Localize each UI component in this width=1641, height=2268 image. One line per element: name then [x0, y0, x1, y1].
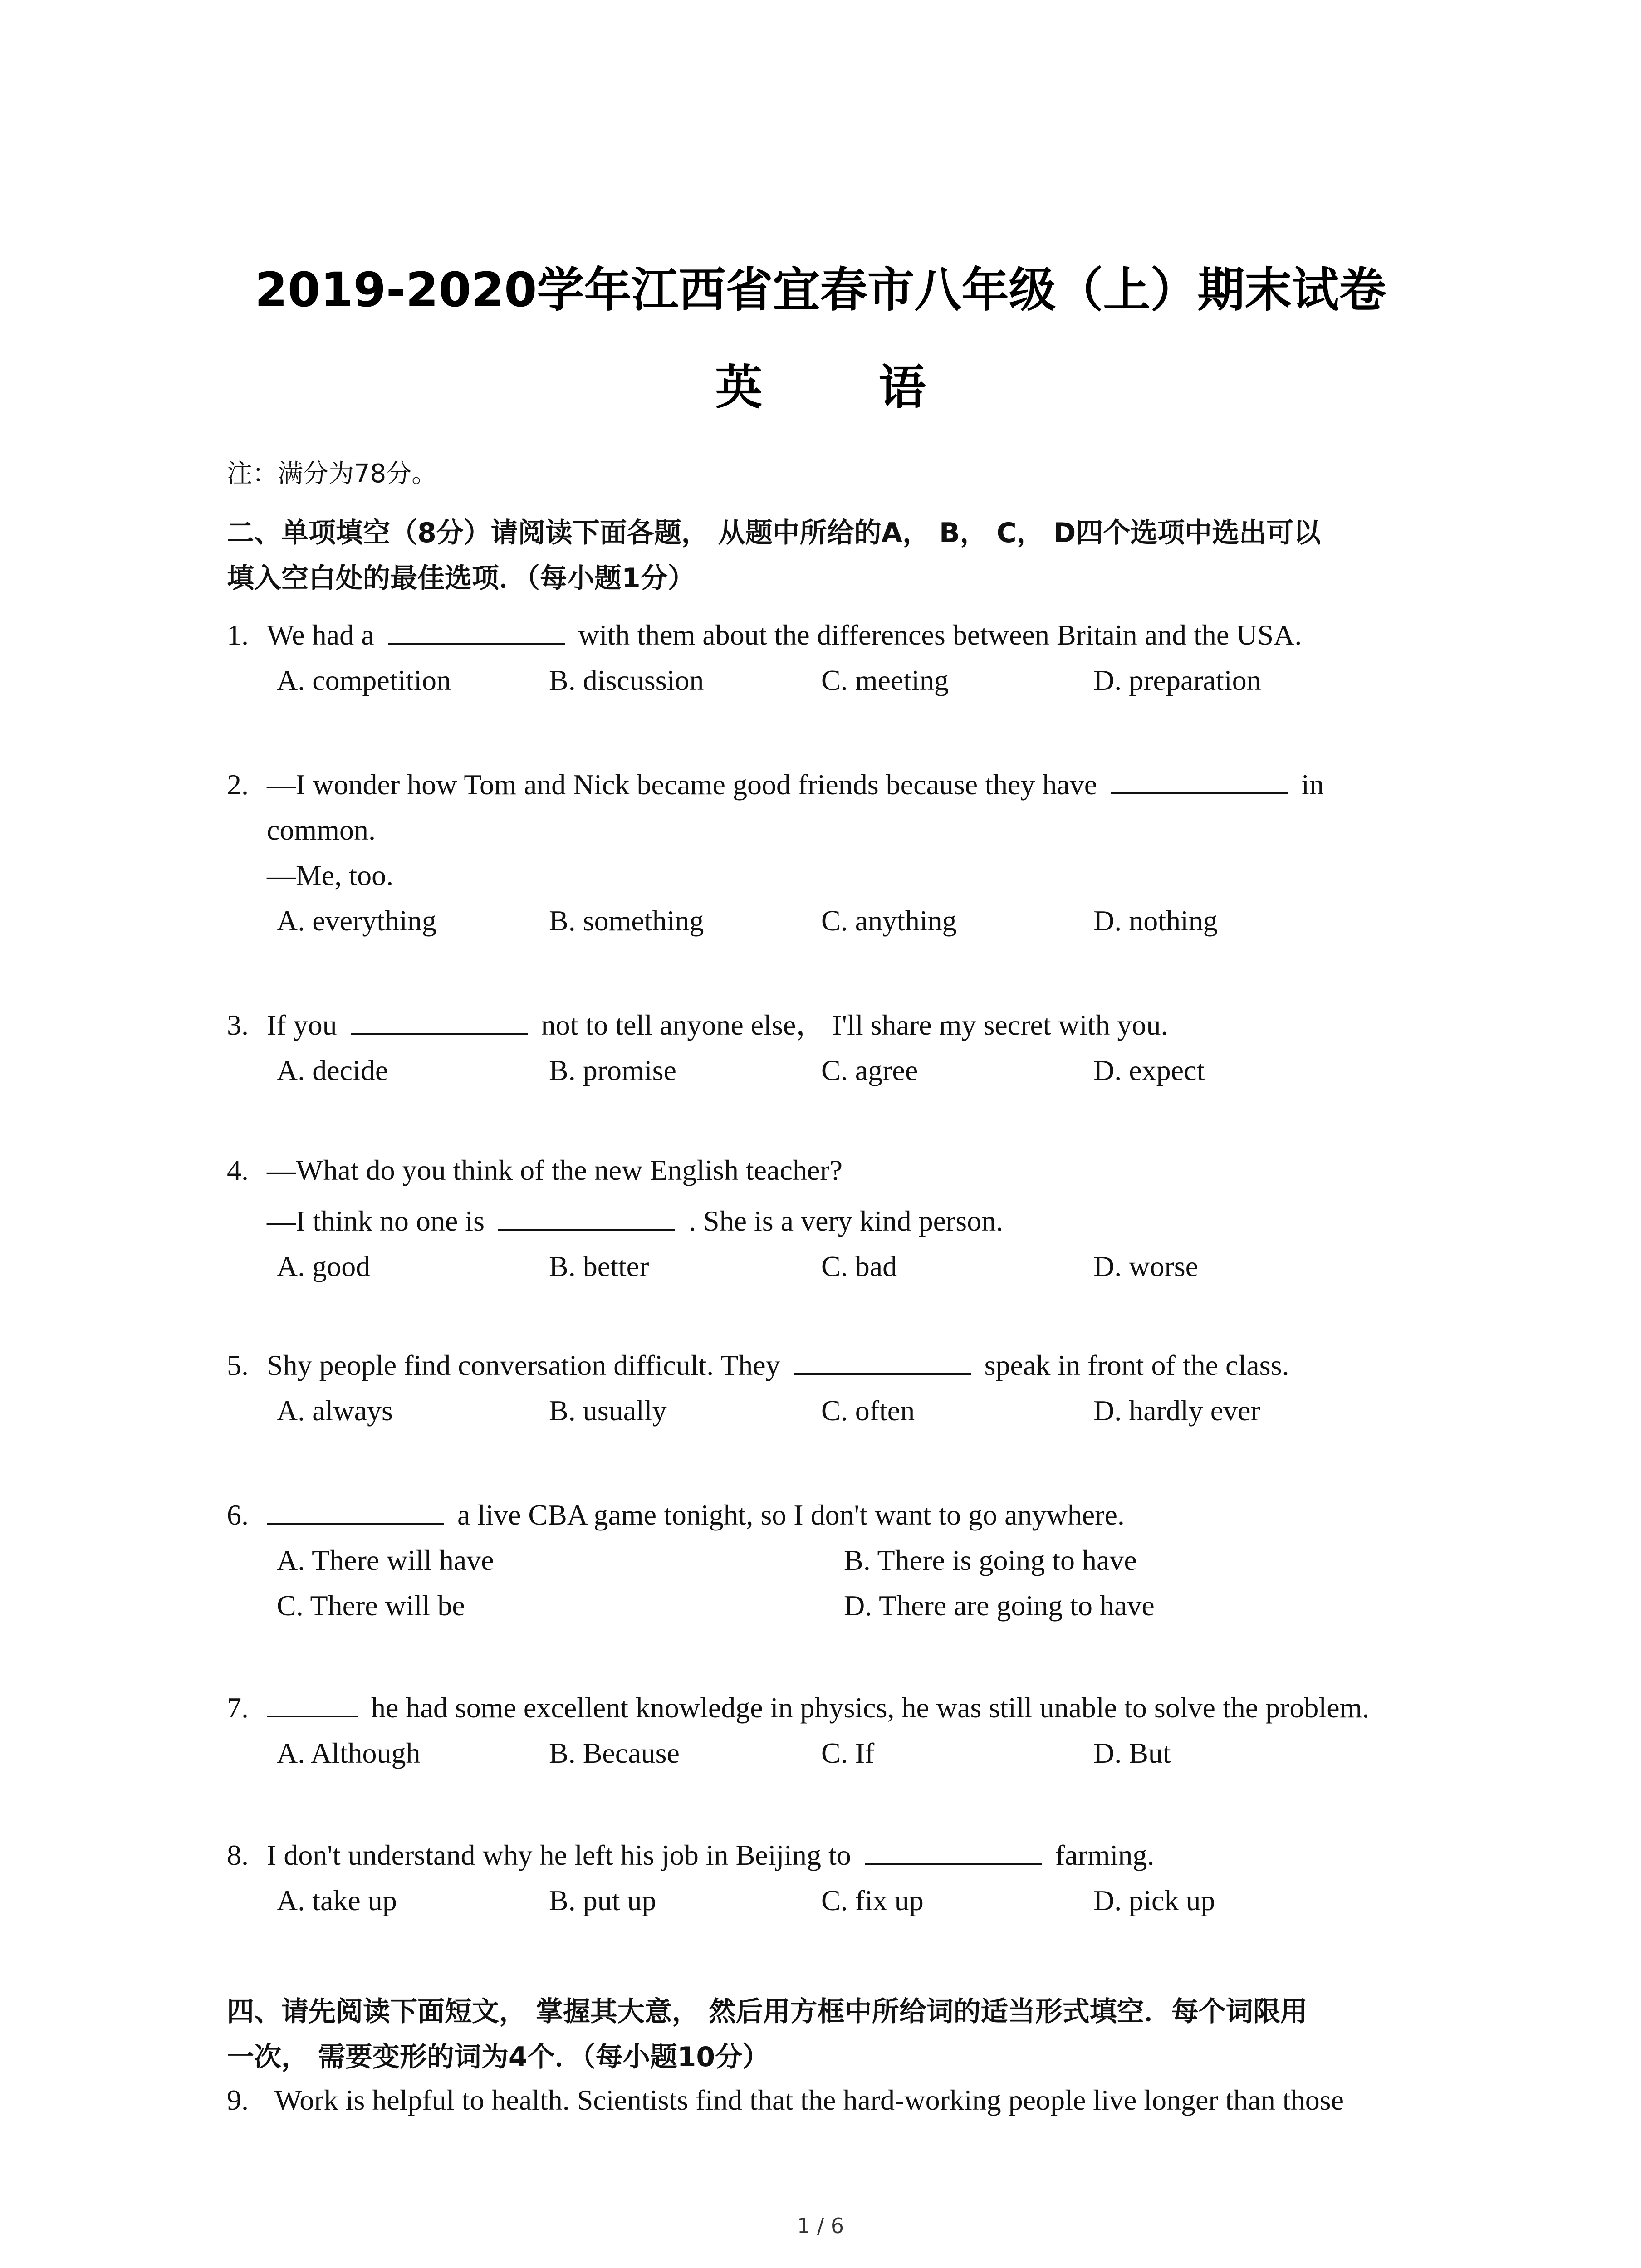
stem-continued: common. [267, 814, 376, 846]
question-number: 9. [227, 2084, 249, 2116]
option-c[interactable]: C. bad [821, 1250, 897, 1282]
option-b[interactable]: B. discussion [549, 664, 704, 696]
stem-post: he had some excellent knowledge in physics, he was still unable to solve the problem. [371, 1691, 1370, 1724]
option-d[interactable]: D. pick up [1093, 1884, 1215, 1916]
question-9 [227, 2077, 1452, 2123]
answer-blank[interactable] [267, 1689, 358, 1717]
question-5 [227, 1343, 1452, 1433]
question-8 [227, 1833, 1452, 1923]
answer-blank[interactable] [267, 1496, 444, 1525]
answer-blank[interactable] [388, 616, 565, 645]
question-stem: Work is helpful to health. Scientists find that the hard-working people live longer than those [274, 2084, 1344, 2116]
stem-post: speak in front of the class. [984, 1349, 1289, 1381]
stem-pre: We had a [267, 619, 374, 651]
options-row [277, 1048, 1452, 1093]
question-stem [267, 1492, 1452, 1538]
option-d[interactable]: D. worse [1093, 1250, 1199, 1282]
option-b[interactable]: B. usually [549, 1394, 667, 1427]
option-d[interactable]: D. But [1093, 1737, 1171, 1769]
section-2-line-2: 填入空白处的最佳选项．（每小题1分） [227, 562, 695, 594]
stem-post: farming. [1055, 1839, 1155, 1871]
question-number: 2. [227, 768, 249, 801]
option-d[interactable]: D. preparation [1093, 664, 1261, 696]
question-stem [267, 1002, 1452, 1048]
question-number: 3. [227, 1009, 249, 1041]
question-number: 8. [227, 1839, 249, 1871]
stem-post: a live CBA game tonight, so I don't want to go anywhere. [457, 1499, 1125, 1531]
options-row [277, 1538, 1452, 1583]
option-b[interactable]: B. There is going to have [844, 1544, 1137, 1576]
question-3 [227, 1002, 1452, 1093]
question-4 [227, 1148, 1452, 1289]
stem-post: not to tell anyone else， I'll share my secret with you. [541, 1009, 1168, 1041]
section-4-heading [227, 1989, 1452, 2080]
option-c[interactable]: C. anything [821, 904, 957, 937]
answer-blank[interactable] [351, 1007, 528, 1035]
question-number: 5. [227, 1349, 249, 1381]
option-a[interactable]: A. take up [277, 1884, 397, 1916]
question-stem [267, 762, 1452, 807]
option-c[interactable]: C. often [821, 1394, 915, 1427]
option-b[interactable]: B. better [549, 1250, 649, 1282]
option-a[interactable]: A. everything [277, 904, 436, 937]
option-c[interactable]: C. If [821, 1737, 875, 1769]
option-a[interactable]: A. good [277, 1250, 371, 1282]
option-c[interactable]: C. There will be [277, 1589, 465, 1622]
question-stem [267, 612, 1452, 658]
question-line: —What do you think of the new English teacher? [267, 1154, 843, 1186]
option-c[interactable]: C. meeting [821, 664, 949, 696]
option-a[interactable]: A. There will have [277, 1544, 494, 1576]
options-row [277, 1730, 1452, 1776]
section-4-line-1: 四、请先阅读下面短文， 掌握其大意， 然后用方框中所给词的适当形式填空．每个词限用 [227, 1996, 1308, 2028]
question-stem [267, 1198, 1452, 1244]
stem-post: in [1301, 768, 1324, 801]
option-a[interactable]: A. always [277, 1394, 393, 1427]
dialogue-reply: —Me, too. [267, 859, 394, 891]
question-number: 7. [227, 1691, 249, 1724]
stem-pre: I don't understand why he left his job in Beijing to [267, 1839, 851, 1871]
options-row [277, 1583, 1452, 1628]
option-d[interactable]: D. nothing [1093, 904, 1218, 937]
option-a[interactable]: A. competition [277, 664, 451, 696]
stem-pre: If you [267, 1009, 337, 1041]
section-2-line-1: 二、单项填空（8分）请阅读下面各题， 从题中所给的A， B， C， D四个选项中选出可以 [227, 517, 1321, 549]
score-note: 注：满分为78分。 [227, 459, 437, 489]
answer-blank[interactable] [865, 1837, 1042, 1865]
options-row [277, 1878, 1452, 1923]
option-a[interactable]: A. Although [277, 1737, 421, 1769]
page-title: 2019-2020学年江西省宜春市八年级（上）期末试卷 [255, 262, 1386, 318]
answer-blank[interactable] [1111, 766, 1288, 794]
question-2 [227, 762, 1452, 943]
stem-pre: —I think no one is [267, 1205, 485, 1237]
options-row [277, 1244, 1452, 1289]
question-number: 6. [227, 1499, 249, 1531]
option-d[interactable]: D. There are going to have [844, 1589, 1155, 1622]
option-b[interactable]: B. Because [549, 1737, 680, 1769]
option-d[interactable]: D. expect [1093, 1054, 1205, 1086]
option-d[interactable]: D. hardly ever [1093, 1394, 1260, 1427]
question-number: 1. [227, 619, 249, 651]
option-a[interactable]: A. decide [277, 1054, 388, 1086]
option-c[interactable]: C. agree [821, 1054, 918, 1086]
stem-post: with them about the differences between Britain and the USA. [578, 619, 1302, 651]
answer-blank[interactable] [498, 1202, 675, 1231]
question-number: 4. [227, 1154, 249, 1186]
question-6 [227, 1492, 1452, 1628]
options-row [277, 1388, 1452, 1433]
stem-post: . She is a very kind person. [688, 1205, 1004, 1237]
question-stem [267, 1343, 1452, 1388]
options-row [277, 658, 1452, 703]
question-stem [267, 1833, 1452, 1878]
stem-pre: —I wonder how Tom and Nick became good friends because they have [267, 768, 1097, 801]
answer-blank[interactable] [794, 1347, 971, 1375]
section-4-line-2: 一次， 需要变形的词为4个．（每小题10分） [227, 2041, 770, 2073]
stem-pre: Shy people find conversation difficult. They [267, 1349, 780, 1381]
option-b[interactable]: B. put up [549, 1884, 656, 1916]
question-stem [267, 1685, 1452, 1730]
section-2-heading [227, 510, 1452, 601]
question-7 [227, 1685, 1452, 1776]
page-subtitle: 英 语 [715, 360, 976, 415]
option-b[interactable]: B. something [549, 904, 704, 937]
question-1 [227, 612, 1452, 703]
page-number: 1 / 6 [797, 2214, 844, 2238]
options-row [277, 898, 1452, 943]
option-c[interactable]: C. fix up [821, 1884, 924, 1916]
option-b[interactable]: B. promise [549, 1054, 676, 1086]
